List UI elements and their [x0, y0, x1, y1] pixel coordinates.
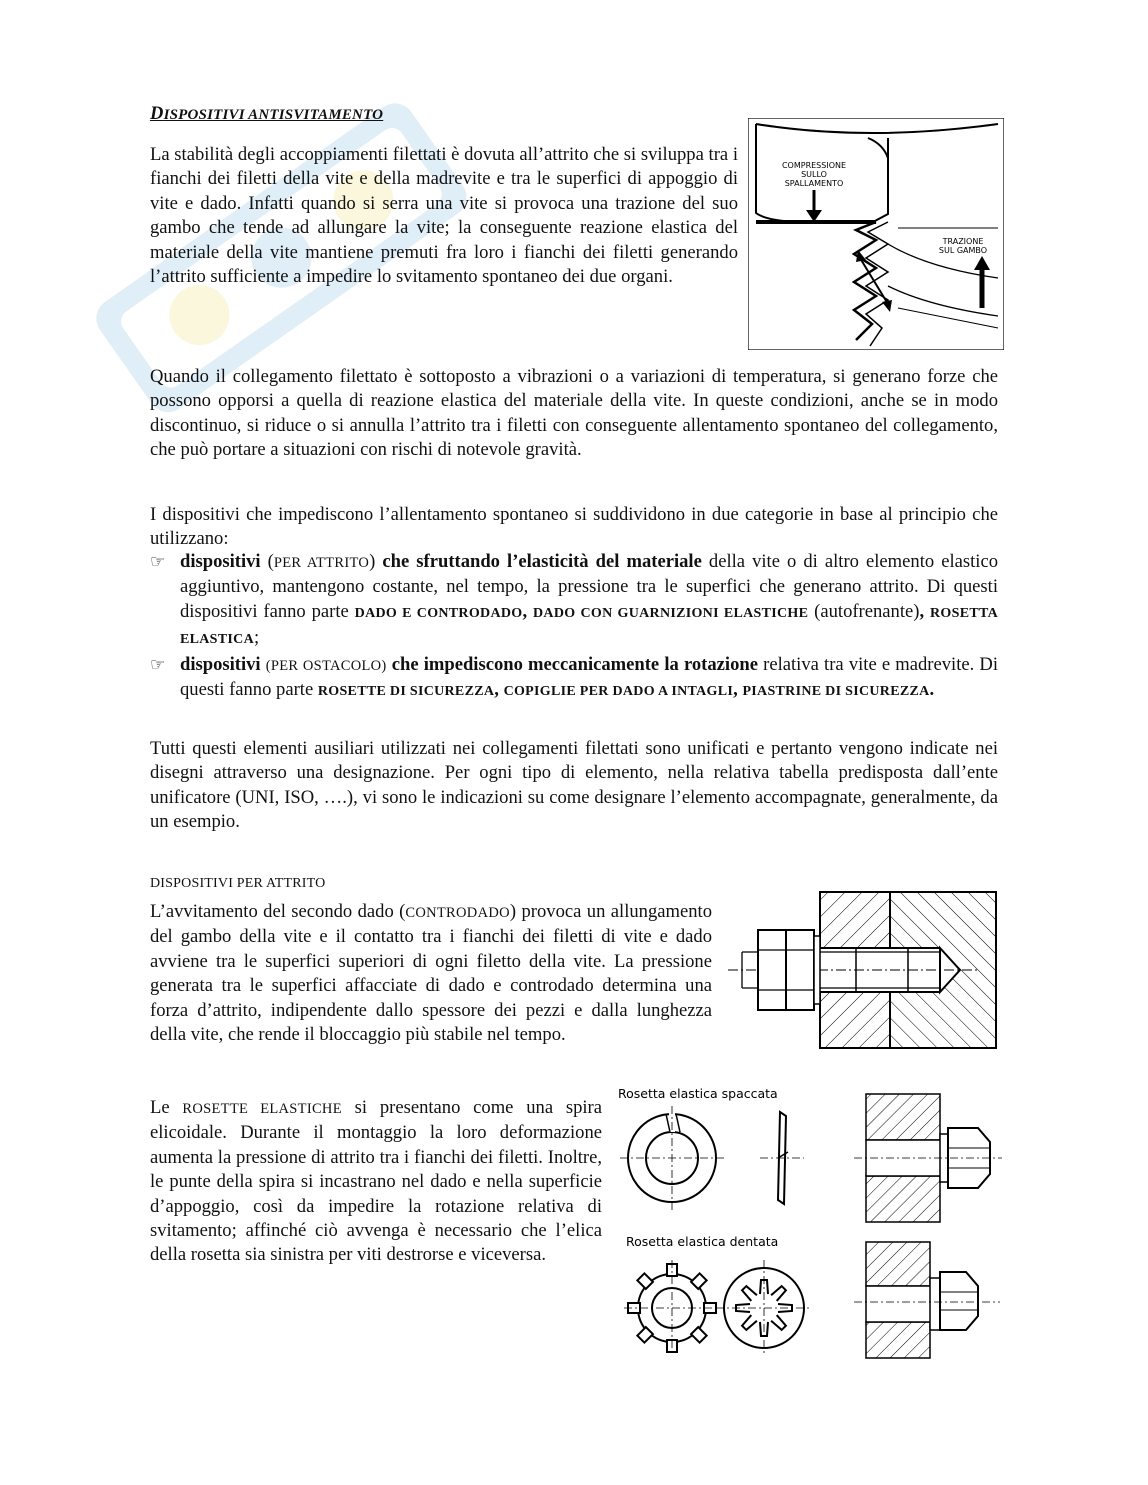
section-heading: DISPOSITIVI ANTISVITAMENTO	[150, 104, 384, 124]
label-compression-2: SULLO	[801, 170, 827, 179]
label-split-washer: Rosetta elastica spaccata	[618, 1086, 778, 1101]
list-item-obstacle: ☞ dispositivi (PER OSTACOLO) che impediscono meccanicamente la rotazione relativa tra vite e madrevite. Di questi fanno parte ROSETTE DI SICUREZZA, COPIGLIE PER DADO A INTAGLI, PIASTRINE DI SICUREZZA.	[150, 653, 999, 701]
locknut-figure	[728, 890, 1000, 1050]
label-traction-1: TRAZIONE	[942, 237, 984, 246]
intro-paragraph: La stabilità degli accoppiamenti filettati è dovuta all’attrito che si sviluppa tra i fianchi dei filetti della vite e della madrevite e tra le superfici di appoggio di vite e dado. Infatti quando si serra una vite si provoca una trazione del suo gambo che tende ad allungare la vite; la conseguente reazione elastica del materiale della vite mantiene premuti fra loro i fianchi dei filetti generando l’attrito sufficiente a impedire lo svitamento spontaneo dei due organi.	[150, 144, 738, 288]
pointing-hand-icon: ☞	[150, 654, 166, 675]
device-categories-list	[150, 550, 998, 704]
list-item-friction: ☞ dispositivi (PER ATTRITO) che sfruttando l’elasticità del materiale della vite o di altro elemento elastico aggiuntivo, mantengono costante, nel tempo, la pressione tra le superfici che generano attrito. Di questi dispositivi fanno parte DADO E CONTRODADO, DADO CON GUARNIZIONI ELASTICHE (autofrenante), ROSETTA ELASTICA;	[150, 551, 998, 649]
label-traction-2: SUL GAMBO	[938, 246, 988, 255]
label-compression-3: SPALLAMENTO	[784, 179, 844, 188]
paragraph-locknut: L’avvitamento del secondo dado (CONTRODADO) provoca un allungamento del gambo della vite e il contatto tra i fianchi dei filetti di vite e dado avviene tra le superfici superiori di ogni filetto della vite. La pressione generata tra le superfici affacciate di dado e controdado determina una forza d’attrito, indipendente dallo spessore dei pezzi e dalla lunghezza della vite, che rende il bloccaggio più stabile nel tempo.	[150, 901, 713, 1046]
paragraph-lock-washers: Le ROSETTE ELASTICHE si presentano come una spira elicoidale. Durante il montaggio la loro deformazione aumenta la pressione di attrito tra i fianchi dei filetti. Inoltre, le punte della spira si incastrano nel dado e nella superficie d’appoggio, così da impedire la rotazione relativa di svitamento; affinché ciò avvenga è necessario che l’elica della rosetta sia sinistra per viti destrorse e viceversa.	[150, 1097, 603, 1266]
subheading-friction-devices: DISPOSITIVI PER ATTRITO	[150, 876, 326, 891]
thread-section-figure	[748, 118, 1004, 350]
label-compression-1: COMPRESSIONE	[781, 161, 847, 170]
paragraph-categories: I dispositivi che impediscono l’allentamento spontaneo si suddividono in due categorie in base al principio che utilizzano:	[150, 504, 998, 550]
lock-washers-figure	[600, 1082, 1010, 1364]
pointing-hand-icon: ☞	[150, 552, 166, 572]
label-toothed-washer: Rosetta elastica dentata	[626, 1234, 779, 1249]
paragraph-designation: Tutti questi elementi ausiliari utilizzati nei collegamenti filettati sono unificati e pertanto vengono indicate nei disegni attraverso una designazione. Per ogni tipo di elemento, nella relativa tabella predisposta dall’ente unificatore (UNI, ISO, ….), vi sono le indicazioni su come designare l’elemento accompagnate, generalmente, da un esempio.	[150, 738, 998, 833]
paragraph-vibrations: Quando il collegamento filettato è sottoposto a vibrazioni o a variazioni di temperatura, si generano forze che possono opporsi a quella di reazione elastica del materiale della vite. In queste condizioni, anche se in modo discontinuo, si riduce o si annulla l’attrito tra i filetti con conseguente allentamento spontaneo del collegamento, che può portare a situazioni con rischi di notevole gravità.	[150, 366, 998, 461]
